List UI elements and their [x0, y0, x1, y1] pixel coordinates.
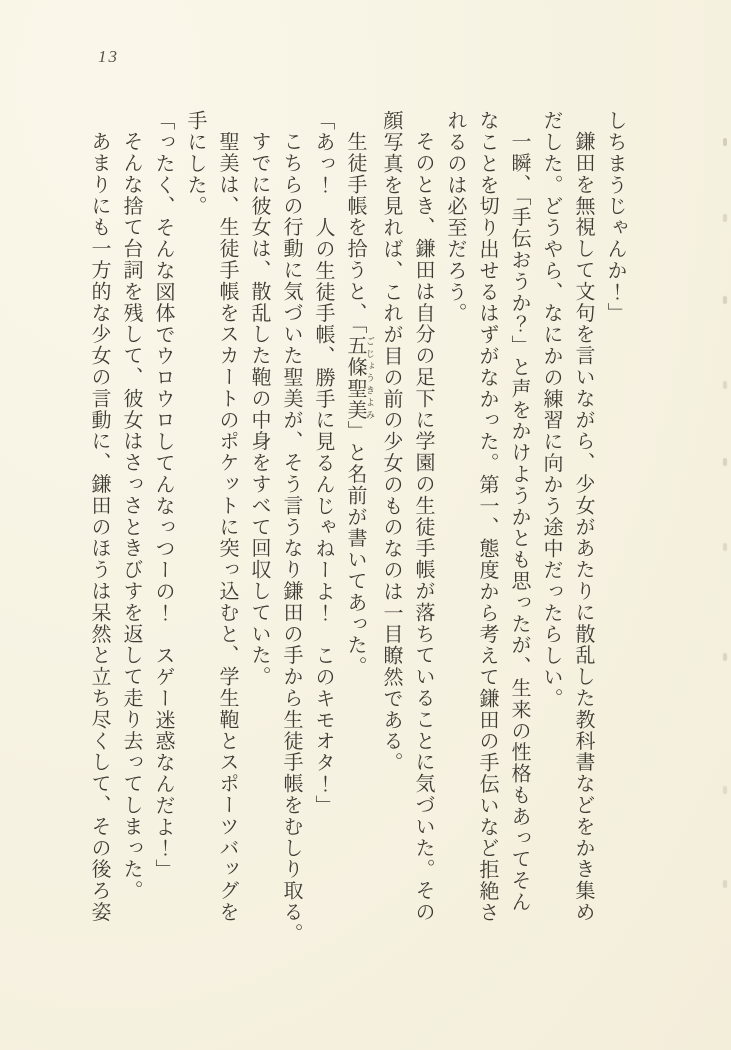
text-line: 鎌田を無視して文句を言いながら、少女があたりに散乱した教科書などをかき集め — [572, 131, 594, 923]
text-line: そのとき、鎌田は自分の足下に学園の生徒手帳が落ちていることに気づいた。その — [412, 131, 434, 923]
text-line: しちまうじゃんか！」 — [604, 110, 626, 324]
text-line: 「あっ！ 人の生徒手帳、勝手に見るんじゃねーよ！ このキモオタ！」 — [312, 110, 334, 817]
text-line: 顔写真を見れば、これが目の前の少女のものなのは一目瞭然である。 — [380, 110, 402, 774]
text-line: そんな捨て台詞を残して、彼女はさっさときびすを返して走り去ってしまった。 — [120, 131, 142, 902]
text-line: 手にした。 — [184, 110, 206, 217]
text-line: だした。どうやら、なにかの練習に向かう途中だったらしい。 — [540, 110, 562, 710]
ruby-name: 五條聖美 ごじょうきよみ — [344, 335, 375, 421]
text-line: すでに彼女は、散乱した鞄の中身をすべて回収していた。 — [248, 131, 270, 688]
text-line: こちらの行動に気づいた聖美が、そう言うなり鎌田の手から生徒手帳をむしり取る。 — [280, 131, 302, 945]
text-line: 聖美は、生徒手帳をスカートのポケットに突っ込むと、学生鞄とスポーツバッグを — [216, 131, 238, 923]
text-line: れるのは必至だろう。 — [444, 110, 466, 324]
text-line: なことを切り出せるはずがなかった。第一、態度から考えて鎌田の手伝いなど拒絶さ — [476, 110, 498, 924]
text-line: 「ったく、そんな図体でウロウロしてんなっつーの！ スゲー迷惑なんだよ！」 — [152, 110, 174, 881]
text-block — [83, 110, 631, 962]
text-line: 生徒手帳を拾うと、「五條聖美 ごじょうきよみ」と名前が書いてあった。 — [344, 131, 375, 678]
text-line: 一瞬、「手伝おうか？」と声をかけようかとも思ったが、生来の性格もあってそん — [508, 131, 530, 913]
page-number: 13 — [98, 47, 119, 66]
text-line: あまりにも一方的な少女の言動に、鎌田のほうは呆然と立ち尽くして、その後ろ姿 — [88, 131, 110, 923]
scan-edge-artifacts — [723, 138, 727, 146]
